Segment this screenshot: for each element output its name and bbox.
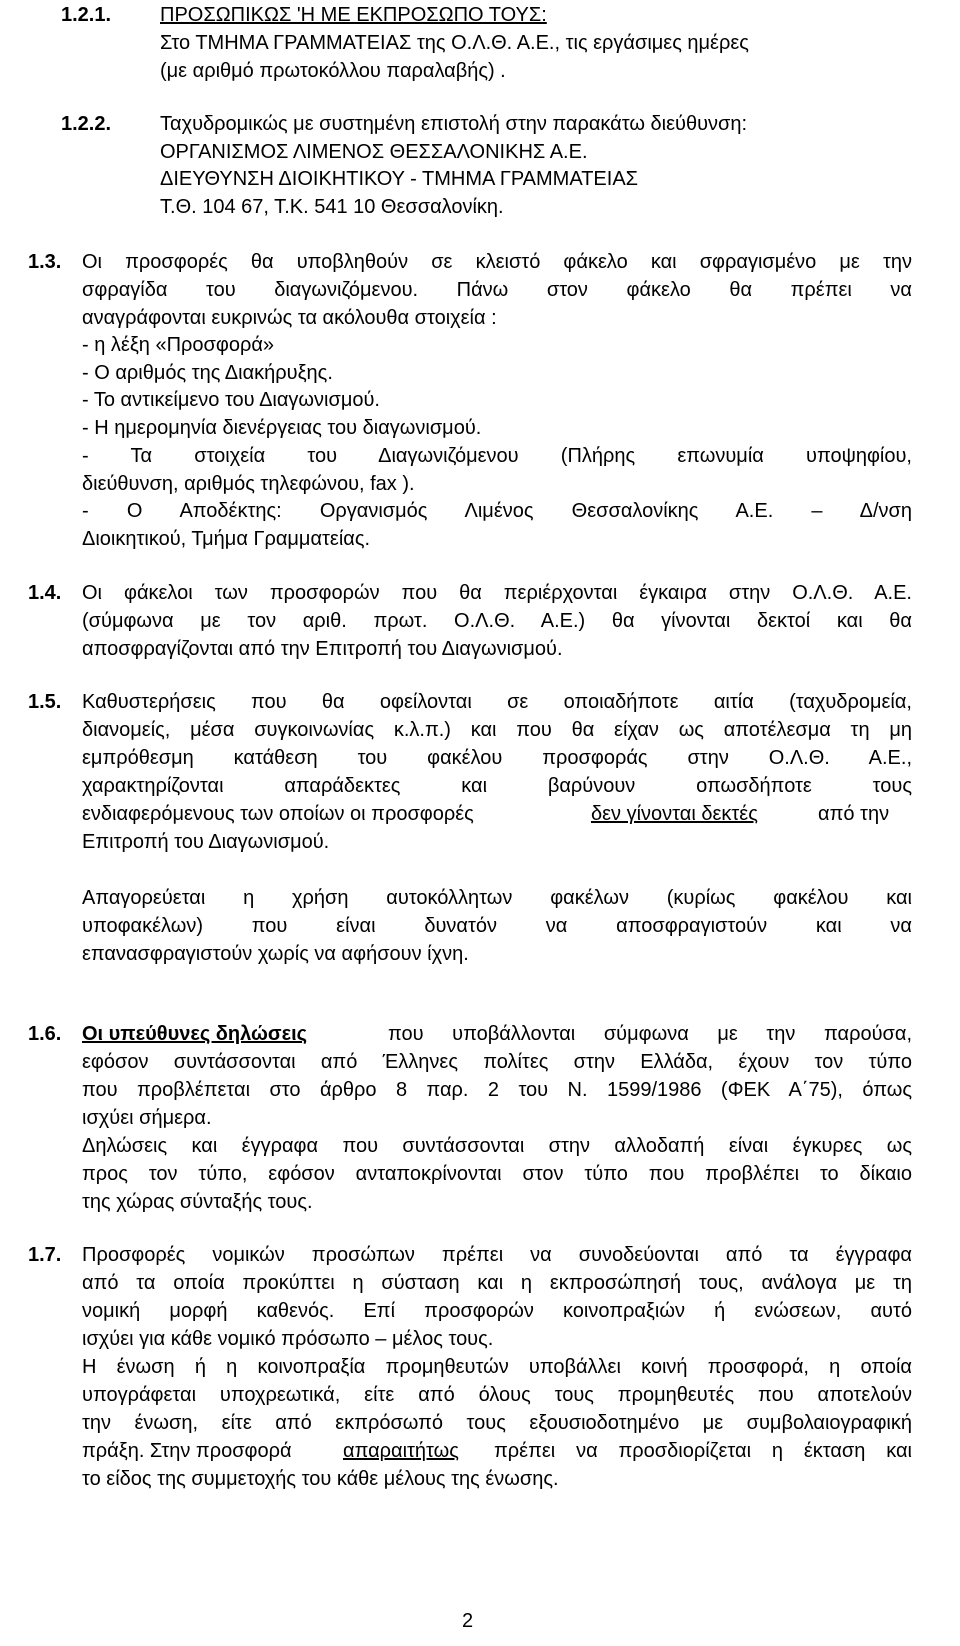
section-1-2-1-heading: ΠΡΟΣΩΠΙΚΩΣ 'Η ΜΕ ΕΚΠΡΟΣΩΠΟ ΤΟΥΣ: xyxy=(160,4,547,26)
section-1-7-line-part: πράξη. Στην προσφορά xyxy=(82,1440,292,1462)
list-item: - η λέξη «Προσφορά» xyxy=(82,334,275,356)
section-1-2-1-line: (με αριθμό πρωτοκόλλου παραλαβής) . xyxy=(160,60,506,82)
list-item-continuation: Διοικητικού, Τμήμα Γραμματείας. xyxy=(82,528,371,550)
section-1-6-line: της χώρας σύνταξής τους. xyxy=(82,1191,313,1213)
section-number-1-4: 1.4. xyxy=(28,582,62,604)
section-1-2-2-line: ΟΡΓΑΝΙΣΜΟΣ ΛΙΜΕΝΟΣ ΘΕΣΣΑΛΟΝΙΚΗΣ Α.Ε. xyxy=(160,141,588,163)
section-1-5-line-part: ενδιαφερόμενους των οποίων οι προσφορές xyxy=(82,803,474,825)
list-item: - Ο Αποδέκτης: Οργανισμός Λιμένος Θεσσαλονίκης Α.Ε. – Δ/νση xyxy=(82,500,912,522)
list-item-continuation: διεύθυνση, αριθμός τηλεφώνου, fax ). xyxy=(82,473,415,495)
section-1-6-line: που προβλέπεται στο άρθρο 8 παρ. 2 του Ν. 1599/1986 (ΦΕΚ Α΄75), όπως xyxy=(82,1079,912,1101)
section-1-5-line: Επιτροπή του Διαγωνισμού. xyxy=(82,831,330,853)
section-1-6-line: ισχύει σήμερα. xyxy=(82,1107,212,1129)
section-1-7-line: ισχύει για κάθε νομικό πρόσωπο – μέλος τους. xyxy=(82,1328,494,1350)
section-1-6-line: Δηλώσεις και έγγραφα που συντάσσονται στην αλλοδαπή είναι έγκυρες ως xyxy=(82,1135,912,1157)
section-1-3-line: αναγράφονται ευκρινώς τα ακόλουθα στοιχεία : xyxy=(82,307,497,329)
section-1-7-line: την ένωση, είτε από εκπρόσωπό τους εξουσιοδοτημένο με συμβολαιογραφική xyxy=(82,1412,912,1434)
section-number-1-3: 1.3. xyxy=(28,251,62,273)
section-number-1-6: 1.6. xyxy=(28,1023,62,1045)
section-1-4-line: Οι φάκελοι των προσφορών που θα περιέρχονται έγκαιρα στην Ο.Λ.Θ. Α.Ε. xyxy=(82,582,912,604)
section-1-2-2-heading: Ταχυδρομικώς με συστημένη επιστολή στην παρακάτω διεύθυνση: xyxy=(160,113,748,135)
section-1-2-2-line: Τ.Θ. 104 67, Τ.Κ. 541 10 Θεσσαλονίκη. xyxy=(160,196,504,218)
section-number-1-5: 1.5. xyxy=(28,691,62,713)
section-1-2-2-line: ΔΙΕΥΘΥΝΣΗ ΔΙΟΙΚΗΤΙΚΟΥ - ΤΜΗΜΑ ΓΡΑΜΜΑΤΕΙΑΣ xyxy=(160,168,639,190)
section-1-5-paragraph-2-line: επανασφραγιστούν χωρίς να αφήσουν ίχνη. xyxy=(82,943,469,965)
section-1-4-line: αποσφραγίζονται από την Επιτροπή του Διαγωνισμού. xyxy=(82,638,563,660)
section-1-5-line: διανομείς, μέσα συγκοινωνίας κ.λ.π.) και που θα είχαν ως αποτέλεσμα τη μη xyxy=(82,719,912,741)
section-1-5-line: Καθυστερήσεις που θα οφείλονται σε οποιαδήποτε αιτία (ταχυδρομεία, xyxy=(82,691,912,713)
section-1-6-line-part: που υποβάλλονται σύμφωνα με την παρούσα, xyxy=(388,1023,912,1045)
section-1-7-line: υπογράφεται υποχρεωτικά, είτε από όλους τους προμηθευτές που αποτελούν xyxy=(82,1384,912,1406)
section-number-1-2-2: 1.2.2. xyxy=(61,113,112,135)
section-1-7-line: Προσφορές νομικών προσώπων πρέπει να συνοδεύονται από τα έγγραφα xyxy=(82,1244,912,1266)
underlined-word-mandatory: απαραιτήτως xyxy=(343,1440,459,1462)
section-1-5-line-part: από την xyxy=(818,803,890,825)
section-1-5-paragraph-2-line: υποφακέλων) που είναι δυνατόν να αποσφραγιστούν και να xyxy=(82,915,912,937)
section-1-7-line: από τα οποία προκύπτει η σύσταση και η εκπροσώπησή τους, ανάλογα με τη xyxy=(82,1272,912,1294)
section-number-1-7: 1.7. xyxy=(28,1244,62,1266)
list-item: - Τα στοιχεία του Διαγωνιζόμενου (Πλήρης επωνυμία υποψηφίου, xyxy=(82,445,912,467)
list-item: - Η ημερομηνία διενέργειας του διαγωνισμού. xyxy=(82,417,482,439)
section-1-6-line: προς τον τύπο, εφόσον ανταποκρίνονται στον τύπο που προβλέπει το δίκαιο xyxy=(82,1163,912,1185)
list-item: - Το αντικείμενο του Διαγωνισμού. xyxy=(82,389,380,411)
section-1-7-line: Η ένωση ή η κοινοπραξία προμηθευτών υποβάλλει κοινή προσφορά, η οποία xyxy=(82,1356,912,1378)
list-item: - Ο αριθμός της Διακήρυξης. xyxy=(82,362,333,384)
underlined-phrase-not-accepted: δεν γίνονται δεκτές xyxy=(591,803,758,825)
section-1-6-line: εφόσον συντάσσονται από Έλληνες πολίτες στην Ελλάδα, έχουν τον τύπο xyxy=(82,1051,912,1073)
section-1-5-line: χαρακτηρίζονται απαράδεκτες και βαρύνουν οπωσδήποτε τους xyxy=(82,775,912,797)
section-1-7-line-part: πρέπει να προσδιορίζεται η έκταση και xyxy=(494,1440,912,1462)
section-1-7-line: το είδος της συμμετοχής του κάθε μέλους της ένωσης. xyxy=(82,1468,559,1490)
section-1-3-line: Οι προσφορές θα υποβληθούν σε κλειστό φάκελο και σφραγισμένο με την xyxy=(82,251,912,273)
section-1-5-paragraph-2-line: Απαγορεύεται η χρήση αυτοκόλλητων φακέλων (κυρίως φακέλου και xyxy=(82,887,912,909)
section-1-7-line: νομική μορφή καθενός. Επί προσφορών κοινοπραξιών ή ενώσεων, αυτό xyxy=(82,1300,912,1322)
section-1-3-line: σφραγίδα του διαγωνιζόμενου. Πάνω στον φάκελο θα πρέπει να xyxy=(82,279,912,301)
bold-phrase-responsible-declarations: Οι υπεύθυνες δηλώσεις xyxy=(82,1023,308,1045)
section-1-4-line: (σύμφωνα με τον αριθ. πρωτ. Ο.Λ.Θ. Α.Ε.) θα γίνονται δεκτοί και θα xyxy=(82,610,912,632)
page-number: 2 xyxy=(462,1610,474,1632)
section-number-1-2-1: 1.2.1. xyxy=(61,4,112,26)
section-1-5-line: εμπρόθεσμη κατάθεση του φακέλου προσφοράς στην Ο.Λ.Θ. Α.Ε., xyxy=(82,747,912,769)
section-1-2-1-line: Στο ΤΜΗΜΑ ΓΡΑΜΜΑΤΕΙΑΣ της Ο.Λ.Θ. Α.Ε., τις εργάσιμες ημέρες xyxy=(160,32,749,54)
